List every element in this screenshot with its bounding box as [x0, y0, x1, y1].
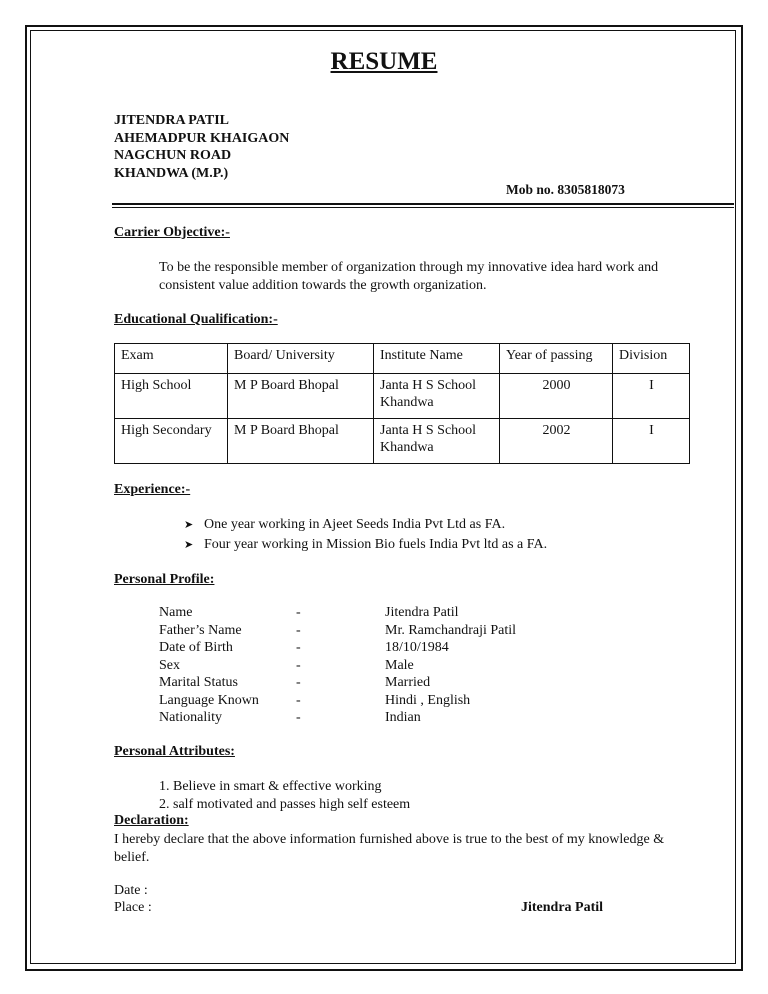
- table-header-row: [115, 344, 690, 374]
- experience-heading: Experience:-: [114, 482, 191, 497]
- profile-dash: -: [296, 657, 301, 673]
- profile-dash: -: [296, 605, 301, 620]
- address-line-name: JITENDRA PATIL: [114, 113, 230, 128]
- profile-label: Nationality: [159, 710, 222, 725]
- declaration-heading: Declaration:: [114, 813, 189, 828]
- objective-line-2: consistent value addition towards the growth organization.: [159, 277, 487, 293]
- profile-dash: -: [296, 710, 301, 725]
- list-item: [184, 515, 505, 535]
- profile-dash: -: [296, 640, 301, 655]
- table-header-cell: Division: [613, 344, 690, 374]
- table-cell-division: I: [613, 419, 690, 464]
- profile-label: Father’s Name: [159, 622, 242, 638]
- profile-value: Hindi , English: [385, 692, 471, 708]
- table-header-cell: Year of passing: [500, 344, 613, 374]
- institute-line-1: Janta H S School: [380, 423, 477, 438]
- profile-label: Sex: [159, 657, 180, 673]
- table-cell-institute: [374, 374, 500, 419]
- profile-value: Mr. Ramchandraji Patil: [385, 622, 517, 638]
- education-table: [114, 343, 690, 464]
- arrow-bullet-icon: ➤: [184, 539, 194, 551]
- table-header-cell: Institute Name: [374, 344, 500, 374]
- attributes-heading: Personal Attributes:: [114, 744, 235, 759]
- table-cell-board: M P Board Bhopal: [228, 374, 374, 419]
- table-header-cell: Exam: [115, 344, 228, 374]
- resume-title: RESUME: [330, 48, 438, 75]
- profile-label: Name: [159, 605, 193, 620]
- profile-label: Marital Status: [159, 675, 238, 690]
- address-line-city: KHANDWA (M.P.): [114, 165, 229, 181]
- profile-heading: Personal Profile:: [114, 572, 215, 587]
- header-divider-thin: [112, 207, 734, 208]
- profile-value: Male: [385, 657, 414, 673]
- declaration-text: I hereby declare that the above information furnished above is true to the best of my knowledge & belief.: [114, 832, 665, 865]
- list-item: [184, 535, 547, 555]
- table-cell-year: 2002: [500, 419, 613, 464]
- table-cell-exam: High School: [115, 374, 228, 419]
- mobile-number: Mob no. 8305818073: [506, 182, 625, 197]
- experience-item-1: One year working in Ajeet Seeds India Pvt Ltd as FA.: [204, 517, 506, 532]
- table-cell-year: 2000: [500, 374, 613, 419]
- address-line-village: AHEMADPUR KHAIGAON: [114, 130, 290, 146]
- table-cell-board: M P Board Bhopal: [228, 419, 374, 464]
- experience-item-2: Four year working in Mission Bio fuels India Pvt ltd as a FA.: [204, 537, 548, 552]
- profile-dash: -: [296, 675, 301, 690]
- signature-name: Jitendra Patil: [521, 900, 604, 915]
- profile-value: Jitendra Patil: [385, 605, 459, 620]
- table-row: [115, 419, 690, 464]
- address-line-road: NAGCHUN ROAD: [114, 148, 232, 163]
- profile-label: Date of Birth: [159, 640, 233, 655]
- table-cell-institute: [374, 419, 500, 464]
- table-cell-exam: High Secondary: [115, 419, 228, 464]
- profile-dash: -: [296, 622, 301, 638]
- profile-label: Language Known: [159, 692, 259, 708]
- institute-line-2: Khandwa: [380, 395, 434, 410]
- header-divider-thick: [112, 203, 734, 205]
- attribute-item-1: 1. Believe in smart & effective working: [159, 779, 382, 794]
- place-label: Place :: [114, 900, 152, 915]
- objective-line-1: To be the responsible member of organization through my innovative idea hard work and: [159, 260, 659, 275]
- date-label: Date :: [114, 883, 148, 898]
- table-row: [115, 374, 690, 419]
- institute-line-2: Khandwa: [380, 440, 434, 455]
- profile-value: Indian: [385, 710, 421, 725]
- objective-heading: Carrier Objective:-: [114, 225, 230, 240]
- arrow-bullet-icon: ➤: [184, 519, 194, 531]
- table-cell-division: I: [613, 374, 690, 419]
- profile-value: Married: [385, 675, 431, 690]
- institute-line-1: Janta H S School: [380, 378, 477, 393]
- education-heading: Educational Qualification:-: [114, 312, 278, 327]
- attribute-item-2: 2. salf motivated and passes high self esteem: [159, 796, 411, 812]
- table-header-cell: Board/ University: [228, 344, 374, 374]
- profile-dash: -: [296, 692, 301, 708]
- profile-value: 18/10/1984: [385, 640, 449, 655]
